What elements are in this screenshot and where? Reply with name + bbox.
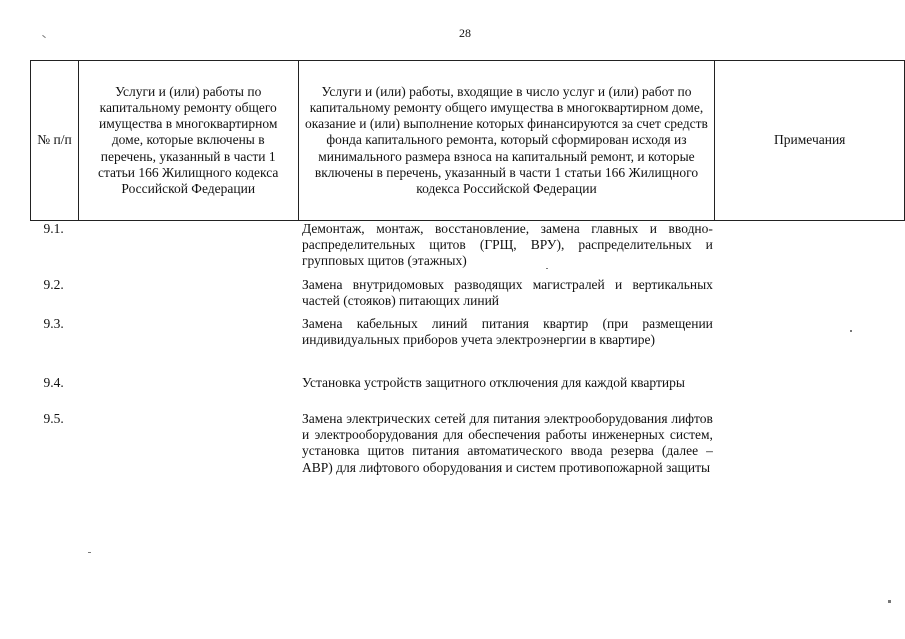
table-row	[31, 375, 905, 411]
table-row	[31, 316, 905, 375]
scan-speck	[888, 600, 891, 603]
scan-speck	[850, 330, 852, 332]
row-num: 9.1.	[43, 221, 64, 236]
row-text: Замена электрических сетей для питания электрооборудования лифтов и электрооборудования для обеспечения работы инженерных систем, установка щитов питания автоматического ввода резерва (далее – АВР) для лифтового оборудования и систем противопожарной защиты	[302, 411, 713, 475]
row-empty-cell	[78, 375, 298, 411]
row-num: 9.5.	[43, 411, 64, 426]
header-services-fund: Услуги и (или) работы, входящие в число услуг и (или) работ по капитальному ремонту общего имущества в многоквартирном доме, оказание и (или) выполнение которых финансируются за счет средств фонда капитального ремонта, который сформирован исходя из минимального размера взноса на капитальный ремонт, и которые включены в перечень, указанный в части 1 статьи 166 Жилищного кодекса Российской Федерации	[298, 61, 715, 221]
row-num: 9.3.	[43, 316, 64, 331]
table-row	[31, 411, 905, 511]
header-services-list: Услуги и (или) работы по капитальному ремонту общего имущества в многоквартирном доме, которые включены в перечень, указанный в части 1 статьи 166 Жилищного кодекса Российской Федерации	[78, 61, 298, 221]
page-number: 28	[459, 26, 471, 40]
row-num: 9.4.	[43, 375, 64, 390]
row-empty-cell	[78, 411, 298, 511]
table-row	[31, 277, 905, 316]
row-notes-cell	[715, 316, 905, 375]
row-notes-cell	[715, 221, 905, 278]
row-text: Замена кабельных линий питания квартир (при размещении индивидуальных приборов учета электроэнергии в квартире)	[302, 316, 713, 348]
capital-repair-table	[30, 60, 905, 511]
scan-speck	[42, 35, 46, 38]
row-notes-cell	[715, 375, 905, 411]
row-empty-cell	[78, 316, 298, 375]
row-empty-cell	[78, 277, 298, 316]
row-empty-cell	[78, 221, 298, 278]
scan-speck	[88, 552, 91, 553]
row-text: Замена внутридомовых разводящих магистралей и вертикальных частей (стояков) питающих линий	[302, 277, 713, 309]
row-notes-cell	[715, 277, 905, 316]
header-num: № п/п	[31, 61, 79, 221]
table-header-row	[31, 61, 905, 221]
row-text: Установка устройств защитного отключения для каждой квартиры	[302, 375, 685, 390]
scan-speck	[546, 268, 548, 269]
table-row	[31, 221, 905, 278]
header-notes: Примечания	[715, 61, 905, 221]
row-num: 9.2.	[43, 277, 64, 292]
row-text: Демонтаж, монтаж, восстановление, замена главных и вводно-распределительных щитов (ГРЩ, ВРУ), распределительных и групповых щитов (этажных)	[302, 221, 713, 269]
row-notes-cell	[715, 411, 905, 511]
